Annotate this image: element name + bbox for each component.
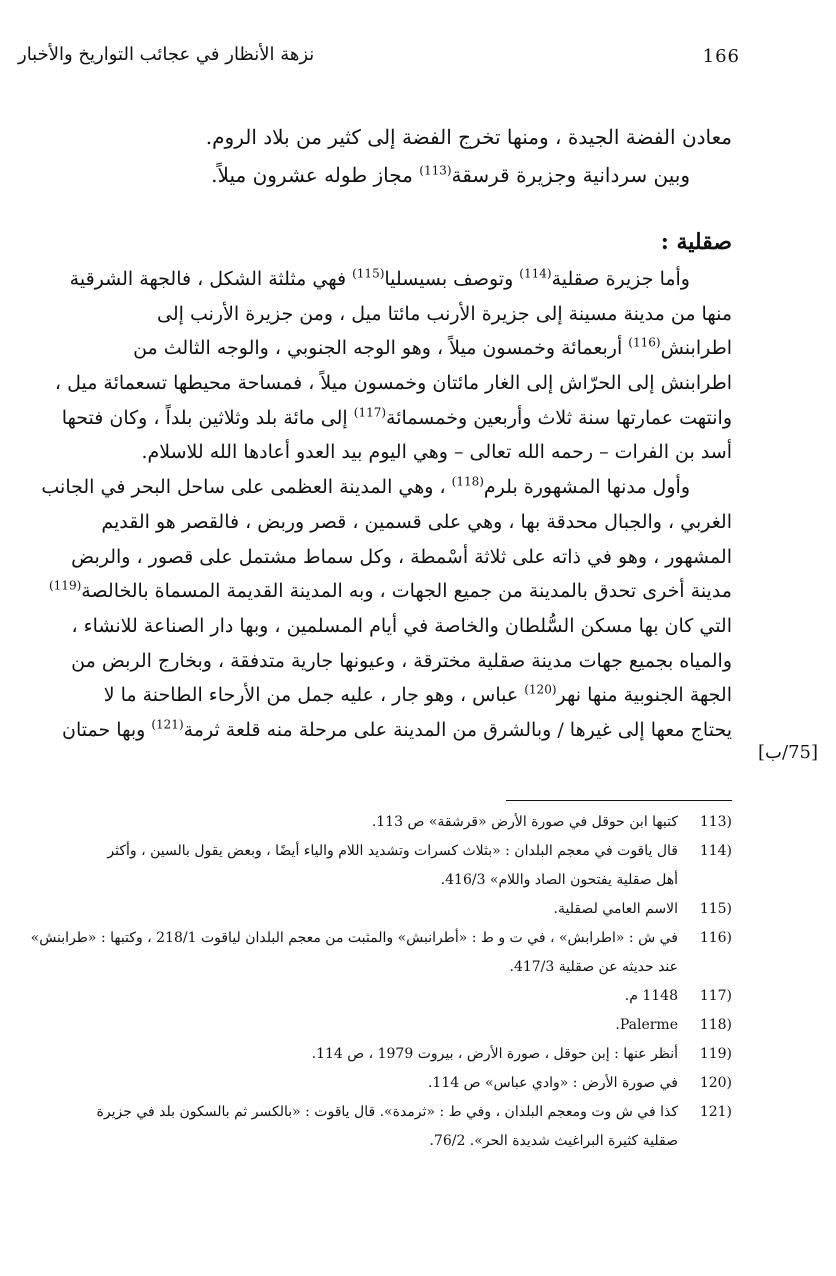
body-line: الغربي ، والجبال محدقة بها ، وهي على قسمين ، قصر وربض ، فالقصر هو القديم: [101, 510, 732, 533]
footnote-text: أنظر عنها : إبن حوقل ، صورة الأرض ، بيروت 1979 ، ص 114.: [311, 1046, 678, 1062]
footnote-text: كتبها ابن حوقل في صورة الأرض «قرشقة» ص 113.: [371, 814, 678, 830]
page-header: [18, 44, 740, 80]
body-line: التي كان بها مسكن السُّلطان والخاصة في أيام المسلمين ، وبها دار الصناعة للانشاء ،: [71, 614, 732, 637]
footnote-text-continued: صقلية كثيرة البراغيث شديدة الحر». 76/2.: [429, 1133, 678, 1149]
body-line: الجهة الجنوبية منها نهر$^{(120)}$ عباس ، وهو جار ، عليه جمل من الأرحاء الطاحنة ما لا: [103, 682, 732, 707]
body-line: منها من مدينة مسينة إلى جزيرة الأرنب مائتا ميل ، ومن جزيرة الأرنب إلى: [157, 302, 732, 325]
footnote-text: Palerme.: [615, 1017, 678, 1033]
footnote-item: [20, 1069, 732, 1098]
footnote-item: [20, 808, 732, 837]
footnote-text: الاسم العامي لصقلية.: [553, 901, 678, 917]
body-line: اطرابنش إلى الحرّاش إلى الغار مائتان وخمسون ميلاً ، فمساحة محيطها تسعمائة ميل ،: [54, 372, 732, 395]
footnotes: [20, 808, 732, 1156]
footnote-item: [20, 895, 732, 924]
footnote-ref: (115): [352, 266, 385, 281]
footnote-number: 113): [699, 814, 732, 830]
footnote-ref: (119): [48, 578, 82, 593]
footnote-text: 1148 م.: [624, 988, 678, 1004]
body-line: يحتاج معها إلى غيرها / وبالشرق من المدينة على مرحلة منه قلعة ثرمة$^{(121)}$ وبها حمتان: [62, 717, 732, 741]
body-line: المشهور ، وهو في ذاته على ثلاثة أسْمطة ، وكل سماط مشتمل على قصور ، والربض: [71, 545, 732, 568]
footnote-text-continued: أهل صقلية يفتحون الصاد واللام» 416/3.: [440, 872, 678, 888]
intro-line: وبين سردانية وجزيرة قرسقة$^{(113)}$ مجاز طوله عشرون ميلاً.: [211, 163, 690, 187]
section-heading: صقلية :: [660, 229, 732, 255]
footnote-text: قال ياقوت في معجم البلدان : «بثلاث كسرات وتشديد اللام والياء أيضًا ، وبعض يقول بالسين ، وأكثر: [107, 843, 678, 859]
footnote-ref: (118): [451, 474, 484, 489]
footnote-number: 115): [699, 901, 732, 917]
footnote-ref: (121): [151, 717, 184, 732]
footnote-ref: (113): [419, 163, 452, 178]
intro-paragraph: [92, 118, 732, 194]
body-line: أسد بن الفرات – رحمه الله تعالى – وهي اليوم بيد العدو أعادها الله للاسلام.: [141, 441, 732, 464]
footnote-item: [20, 924, 732, 982]
body-line: مدينة أخرى تحدق بالمدينة من جميع الجهات ، وبه المدينة القديمة المسماة بالخالصة$^{(119)}$: [48, 578, 732, 603]
footnote-text: في صورة الأرض : «وادي عباس» ص 114.: [427, 1075, 678, 1091]
footnote-item: [20, 1098, 732, 1156]
footnote-ref: (117): [353, 405, 387, 420]
intro-line: معادن الفضة الجيدة ، ومنها تخرج الفضة إلى كثير من بلاد الروم.: [205, 125, 732, 149]
footnote-ref: (114): [519, 266, 552, 281]
manuscript-folio-marker: [75/ب]: [758, 742, 818, 763]
footnote-number: 121): [699, 1104, 732, 1120]
body-text: [20, 262, 732, 748]
footnote-number: 118): [699, 1017, 732, 1033]
body-line: وأما جزيرة صقلية$^{(114)}$ وتوصف بسيسليا$^{(115)}$ فهي مثلثة الشكل ، فالجهة الشرقية: [69, 266, 690, 290]
body-line: اطرابنش$^{(116)}$ أربعمائة وخمسون ميلاً ، وهو الوجه الجنوبي ، والوجه الثالث من: [133, 336, 732, 360]
footnote-divider: [506, 800, 732, 801]
footnote-item: [20, 837, 732, 895]
footnote-item: [20, 1011, 732, 1040]
footnote-text: في ش : «اطرابش» ، في ت و ط : «أطرانبش» والمثبت من معجم البلدان لياقوت 218/1 ، وكتبها : «طرابنش»: [30, 930, 678, 946]
footnote-ref: (116): [628, 336, 661, 351]
body-line: وأول مدنها المشهورة بلرم$^{(118)}$ ، وهي المدينة العظمى على ساحل البحر في الجانب: [41, 474, 690, 499]
footnote-ref: (120): [524, 682, 557, 697]
page-number: 166: [702, 46, 740, 67]
footnote-item: [20, 982, 732, 1011]
footnote-item: [20, 1040, 732, 1069]
footnote-number: 120): [699, 1075, 732, 1091]
footnote-number: 119): [699, 1046, 732, 1062]
footnote-number: 116): [699, 930, 732, 946]
body-line: والمياه بجميع جهات مدينة صقلية مخترقة ، وعيونها جارية متدفقة ، وبخارج الربض من: [71, 649, 732, 672]
footnote-number: 114): [699, 843, 732, 859]
footnote-text-continued: عند حديثه عن صقلية 417/3.: [509, 959, 678, 975]
footnote-number: 117): [699, 988, 732, 1004]
footnote-text: كذا في ش وت ومعجم البلدان ، وفي ط : «ثرمدة». قال ياقوت : «بالكسر ثم بالسكون بلد في جزيرة: [96, 1104, 678, 1120]
running-title: نزهة الأنظار في عجائب التواريخ والأخبار: [18, 44, 315, 65]
body-line: وانتهت عمارتها سنة ثلاث وأربعين وخمسمائة$^{(117)}$ إلى مائة بلد وثلاثين بلداً ، وكان فتحها: [61, 405, 732, 429]
